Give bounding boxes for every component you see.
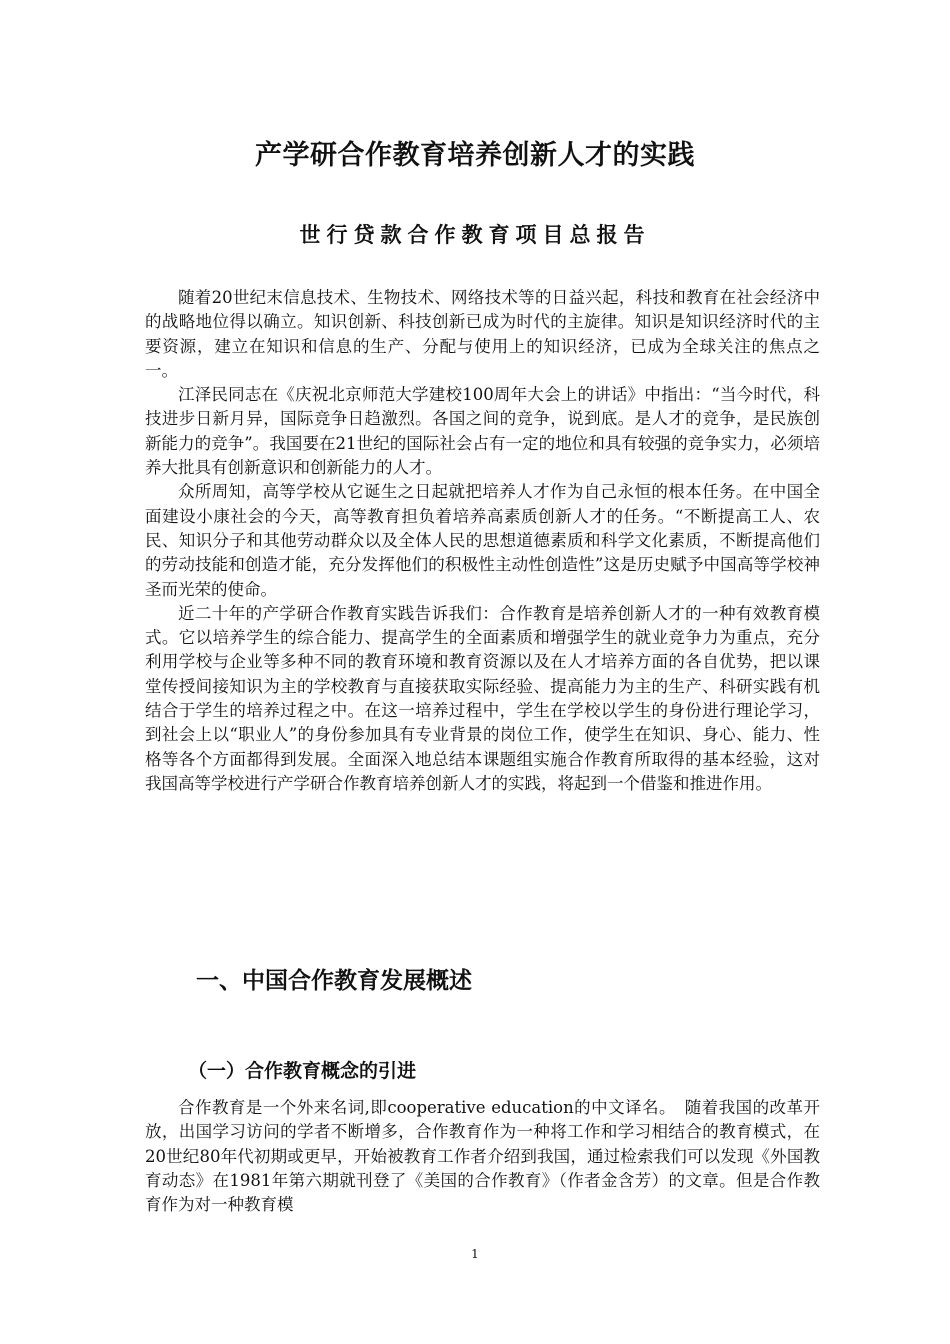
intro-paragraph-3: 众所周知，高等学校从它诞生之日起就把培养人才作为自己永恒的根本任务。在中国全面建设小康社会的今天，高等教育担负着培养高素质创新人才的任务。“不断提高工人、农民、知识分子和其他劳动群众以及全体人民的思想道德素质和科学文化素质，不断提高他们的劳动技能和创造才能，充分发挥他们的积极性主动性创造性”这是历史赋予中国高等学校神圣而光荣的使命。 (145, 482, 820, 599)
page-number: 1 (471, 1247, 479, 1261)
intro-paragraph-1: 随着20世纪末信息技术、生物技术、网络技术等的日益兴起，科技和教育在社会经济中的战略地位得以确立。知识创新、科技创新已成为时代的主旋律。知识是知识经济时代的主要资源，建立在知识和信息的生产、分配与使用上的知识经济，已成为全球关注的焦点之一。 (145, 288, 820, 380)
intro-paragraph-4: 近二十年的产学研合作教育实践告诉我们：合作教育是培养创新人才的一种有效教育模式。它以培养学生的综合能力、提高学生的全面素质和增强学生的就业竞争力为重点，充分利用学校与企业等多种不同的教育环境和教育资源以及在人才培养方面的各自优势，把以课堂传授间接知识为主的学校教育与直接获取实际经验、提高能力为主的生产、科研实践有机结合于学生的培养过程之中。在这一培养过程中，学生在学校以学生的身份进行理论学习，到社会上以“职业人”的身份参加具有专业背景的岗位工作，使学生在知识、身心、能力、性格等各个方面都得到发展。全面深入地总结本课题组实施合作教育所取得的基本经验，这对我国高等学校进行产学研合作教育培养创新人才的实践，将起到一个借鉴和推进作用。 (145, 603, 820, 793)
document-subtitle: 世行贷款合作教育项目总报告 (299, 222, 651, 247)
subsection-body (145, 1096, 820, 1217)
subsection-heading: （一）合作教育概念的引进 (188, 1060, 417, 1082)
document-title: 产学研合作教育培养创新人才的实践 (255, 140, 695, 171)
section-heading: 一、中国合作教育发展概述 (196, 968, 472, 994)
intro-paragraph-2: 江泽民同志在《庆祝北京师范大学建校100周年大会上的讲话》中指出：“当今时代，科技进步日新月异，国际竞争日趋激烈。各国之间的竞争，说到底。是人才的竞争，是民族创新能力的竞争”。我国要在21世纪的国际社会占有一定的地位和具有较强的竞争实力，必须培养大批具有创新意识和创新能力的人才。 (145, 385, 820, 478)
intro-section (145, 286, 820, 796)
subsection-paragraph-1: 合作教育是一个外来名词,即cooperative education的中文译名。 随着我国的改革开放，出国学习访问的学者不断增多，合作教育作为一种将工作和学习相结合的教育模式，在20世纪80年代初期或更早，开始被教育工作者介绍到我国，通过检索我们可以发现《外国教育动态》在1981年第六期就刊登了《美国的合作教育》（作者金含芳）的文章。但是合作教育作为对一种教育模 (145, 1098, 820, 1215)
